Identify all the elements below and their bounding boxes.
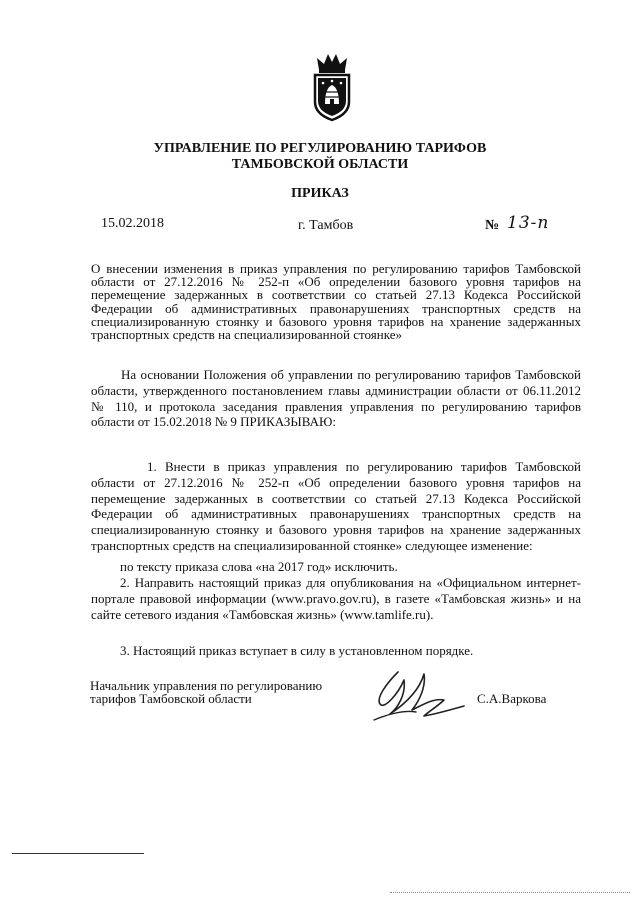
coat-of-arms-icon: [309, 52, 355, 122]
order-subject: О внесении изменения в приказ управления по регулированию тарифов Тамбовской области от 27.12.2016 № 252-п «Об определении базового уровня тарифов на перемещение задержанных в соответствии со статьей 27.13 Кодекса Российской Федерации об административных правонарушениях транспортных средств на специализированную стоянку и базового уровня тарифов на хранение задержанных транспортных средств на специализированной стоянке»: [91, 261, 581, 343]
order-number-value: 13-п: [507, 213, 550, 233]
order-item-1: 1. Внести в приказ управления по регулированию тарифов Тамбовской области от 27.12.2016 № 252-п «Об определении базового уровня тарифов на перемещение задержанных в соответствии со статьей 27.13 Кодекса Российской Федерации об административных правонарушениях транспортных средств на специализированную стоянку и базового уровня тарифов на хранение задержанных транспортных средств на специализированной стоянке» следующее изменение:: [91, 459, 581, 553]
footer-scan-line: [390, 892, 630, 893]
order-date: 15.02.2018: [101, 216, 164, 231]
signatory-position: [90, 679, 370, 705]
document-type: ПРИКАЗ: [291, 186, 349, 201]
agency-name-line2: ТАМБОВСКОЙ ОБЛАСТИ: [231, 157, 409, 172]
order-item-2: 2. Направить настоящий приказ для опубликования на «Официальном интернет-портале правовой информации (www.pravo.gov.ru), в газете «Тамбовская жизнь» и на сайте сетевого издания «Тамбовская жизнь» (www.tamlife.ru).: [91, 575, 581, 622]
agency-name-line1: УПРАВЛЕНИЕ ПО РЕГУЛИРОВАНИЮ ТАРИФОВ: [153, 141, 487, 156]
order-item-3: 3. Настоящий приказ вступает в силу в установленном порядке.: [120, 643, 474, 658]
signatory-position-line1: Начальник управления по регулированию: [90, 678, 323, 693]
signatory-position-line2: тарифов Тамбовской области: [90, 691, 252, 706]
order-number-label: №: [485, 218, 500, 233]
order-item-1-change: по тексту приказа слова «на 2017 год» исключить.: [120, 559, 398, 574]
footer-separator: [12, 853, 144, 854]
handwritten-signature: [368, 664, 478, 726]
signatory-name: С.А.Варкова: [477, 691, 547, 706]
order-city: г. Тамбов: [298, 218, 354, 233]
order-basis: На основании Положения об управлении по регулированию тарифов Тамбовской области, утвержденного постановлением главы администрации области от 06.11.2012 № 110, и протокола заседания правления управления по регулированию тарифов области от 15.02.2018 № 9 ПРИКАЗЫВАЮ:: [91, 367, 581, 430]
